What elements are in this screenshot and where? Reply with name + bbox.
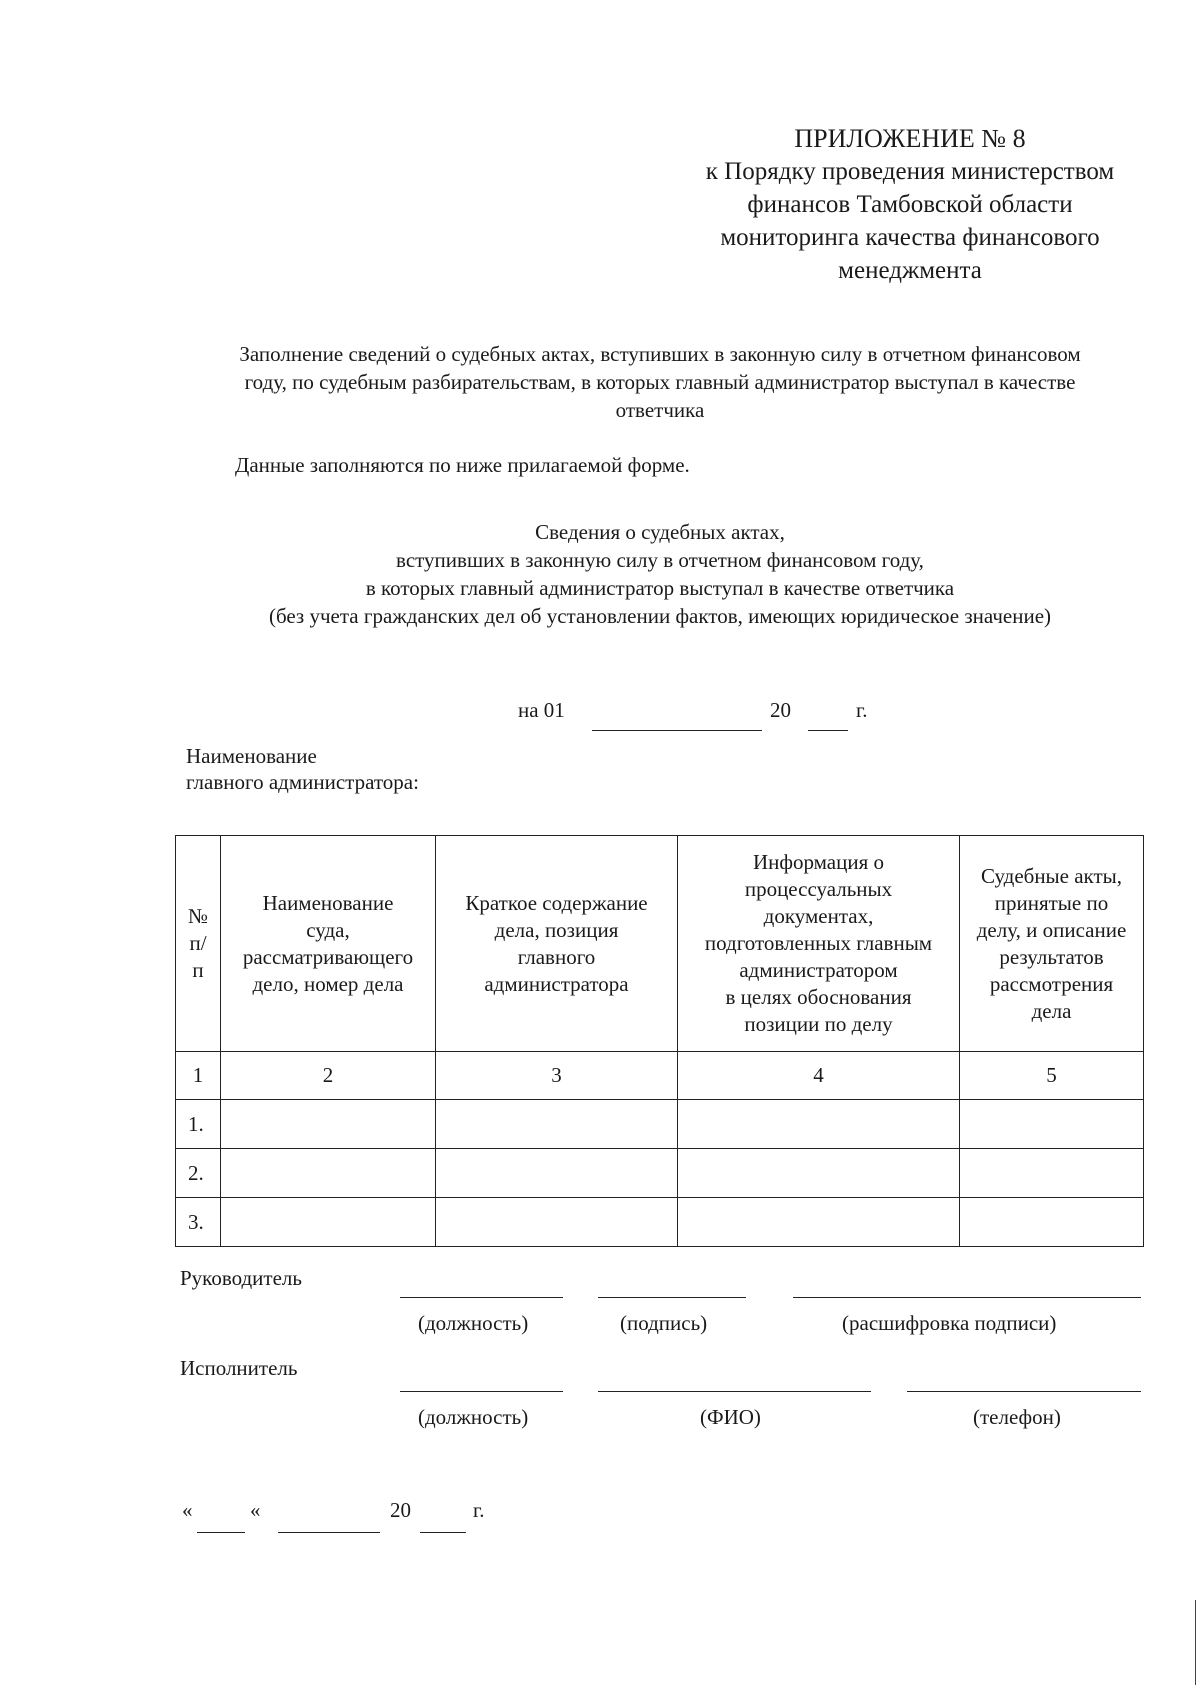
- column-number-2: 2: [221, 1052, 436, 1100]
- header-text: рассматривающего: [242, 944, 414, 969]
- executor-phone-caption: (телефон): [973, 1405, 1061, 1429]
- form-title-line-3: в которых главный администратор выступал в качестве ответчика: [365, 576, 955, 600]
- header-text: в целях обоснования: [725, 985, 912, 1009]
- header-text: принятые по: [994, 890, 1109, 915]
- header-text: Информация о: [752, 850, 885, 874]
- form-title-line-2: вступивших в законную силу в отчетном финансовом году,: [396, 548, 924, 572]
- header-text: результатов: [999, 944, 1104, 969]
- header-text: процессуальных: [744, 877, 893, 901]
- bottom-date-open-quote: «: [182, 1498, 193, 1522]
- header-text: администратором: [739, 958, 898, 982]
- date-year-prefix: 20: [770, 698, 791, 722]
- header-text: Краткое содержание: [465, 890, 648, 915]
- table-cell[interactable]: [960, 1198, 1144, 1247]
- executor-name-caption: (ФИО): [700, 1405, 761, 1429]
- intro-line-1: Заполнение сведений о судебных актах, вступивших в законную силу в отчетном финансовом: [239, 342, 1081, 366]
- bottom-date-close-quote: «: [250, 1498, 261, 1522]
- table-cell[interactable]: [678, 1100, 960, 1149]
- head-signature-decoding-field[interactable]: [793, 1297, 1141, 1298]
- header-number: [176, 836, 221, 1052]
- table-cell[interactable]: [221, 1100, 436, 1149]
- form-title-line-4: (без учета гражданских дел об установлении фактов, имеющих юридическое значение): [268, 604, 1052, 628]
- column-number-5: 5: [960, 1052, 1144, 1100]
- header-text: Судебные акты,: [980, 863, 1123, 888]
- date-prefix: на 01: [518, 698, 565, 722]
- head-position-caption: (должность): [418, 1311, 529, 1335]
- executor-name-field[interactable]: [598, 1391, 871, 1392]
- executor-position-field[interactable]: [400, 1391, 563, 1392]
- table-cell[interactable]: [436, 1100, 678, 1149]
- date-day-month-field[interactable]: [592, 730, 762, 731]
- column-number-4: 4: [678, 1052, 960, 1100]
- table-cell[interactable]: [221, 1149, 436, 1198]
- header-text: документах,: [763, 904, 874, 928]
- table-header-row: [176, 836, 1144, 1052]
- header-text: суда,: [306, 917, 350, 942]
- head-signature-caption: (подпись): [620, 1311, 708, 1335]
- bottom-date-month-field[interactable]: [278, 1532, 380, 1533]
- header-text: дела: [1031, 998, 1072, 1023]
- bottom-date-suffix: г.: [473, 1498, 485, 1522]
- table-row: [176, 1100, 1144, 1149]
- appendix-header: [600, 122, 1200, 287]
- appendix-line-2: финансов Тамбовской области: [747, 191, 1073, 218]
- header-procedural-docs: [678, 836, 960, 1052]
- header-text: п/: [189, 931, 207, 955]
- scan-edge-mark: [1195, 1600, 1196, 1685]
- header-text: рассмотрения: [989, 971, 1114, 996]
- row-number: 2.: [176, 1149, 221, 1198]
- bottom-date-day-field[interactable]: [197, 1532, 245, 1533]
- header-text: №: [187, 904, 209, 928]
- head-position-field[interactable]: [400, 1297, 563, 1298]
- row-number: 1.: [176, 1100, 221, 1149]
- intro-note: Данные заполняются по ниже прилагаемой форме.: [235, 453, 690, 477]
- admin-name-label-line-1: Наименование: [186, 744, 317, 768]
- intro-line-2: году, по судебным разбирательствам, в которых главный администратор выступал в качестве: [244, 370, 1076, 394]
- executor-label: Исполнитель: [180, 1356, 298, 1380]
- header-court-name: [221, 836, 436, 1052]
- form-title: [160, 518, 1160, 630]
- column-number-3: 3: [436, 1052, 678, 1100]
- table-row: [176, 1198, 1144, 1247]
- table-cell[interactable]: [436, 1149, 678, 1198]
- date-year-field[interactable]: [808, 730, 848, 731]
- table-cell[interactable]: [221, 1198, 436, 1247]
- table-cell[interactable]: [678, 1198, 960, 1247]
- row-number: 3.: [176, 1198, 221, 1247]
- admin-name-label: [186, 743, 419, 795]
- header-text: позиции по делу: [744, 1012, 893, 1036]
- header-text: главного: [517, 944, 596, 969]
- court-acts-table: [175, 835, 1144, 1247]
- bottom-date-year-field[interactable]: [420, 1532, 466, 1533]
- column-number-1: 1: [176, 1052, 221, 1100]
- table-cell[interactable]: [960, 1100, 1144, 1149]
- header-text: дела, позиция: [494, 917, 619, 942]
- table-row: [176, 1149, 1144, 1198]
- header-text: дело, номер дела: [252, 971, 404, 996]
- executor-phone-field[interactable]: [907, 1391, 1141, 1392]
- table-cell[interactable]: [436, 1198, 678, 1247]
- table-cell[interactable]: [960, 1149, 1144, 1198]
- admin-name-label-line-2: главного администратора:: [186, 770, 419, 794]
- header-text: администратора: [484, 971, 629, 996]
- head-decoding-caption: (расшифровка подписи): [842, 1311, 1057, 1335]
- appendix-line-4: менеджмента: [838, 257, 982, 284]
- intro-line-3: ответчика: [615, 398, 705, 422]
- header-court-acts: [960, 836, 1144, 1052]
- table-column-numbers-row: [176, 1052, 1144, 1100]
- table-cell[interactable]: [678, 1149, 960, 1198]
- appendix-number: ПРИЛОЖЕНИЕ № 8: [794, 124, 1026, 153]
- head-label: Руководитель: [180, 1266, 302, 1290]
- appendix-line-1: к Порядку проведения министерством: [705, 158, 1115, 185]
- form-title-line-1: Сведения о судебных актах,: [535, 520, 785, 544]
- head-signature-field[interactable]: [598, 1297, 746, 1298]
- intro-paragraph: [160, 340, 1160, 424]
- date-suffix: г.: [856, 698, 868, 722]
- bottom-date-year-prefix: 20: [390, 1498, 411, 1522]
- header-text: п: [192, 958, 204, 982]
- executor-position-caption: (должность): [418, 1405, 529, 1429]
- appendix-line-3: мониторинга качества финансового: [720, 224, 1100, 251]
- header-case-summary: [436, 836, 678, 1052]
- header-text: делу, и описание: [976, 917, 1127, 942]
- header-text: подготовленных главным: [704, 931, 933, 955]
- header-text: Наименование: [262, 890, 394, 915]
